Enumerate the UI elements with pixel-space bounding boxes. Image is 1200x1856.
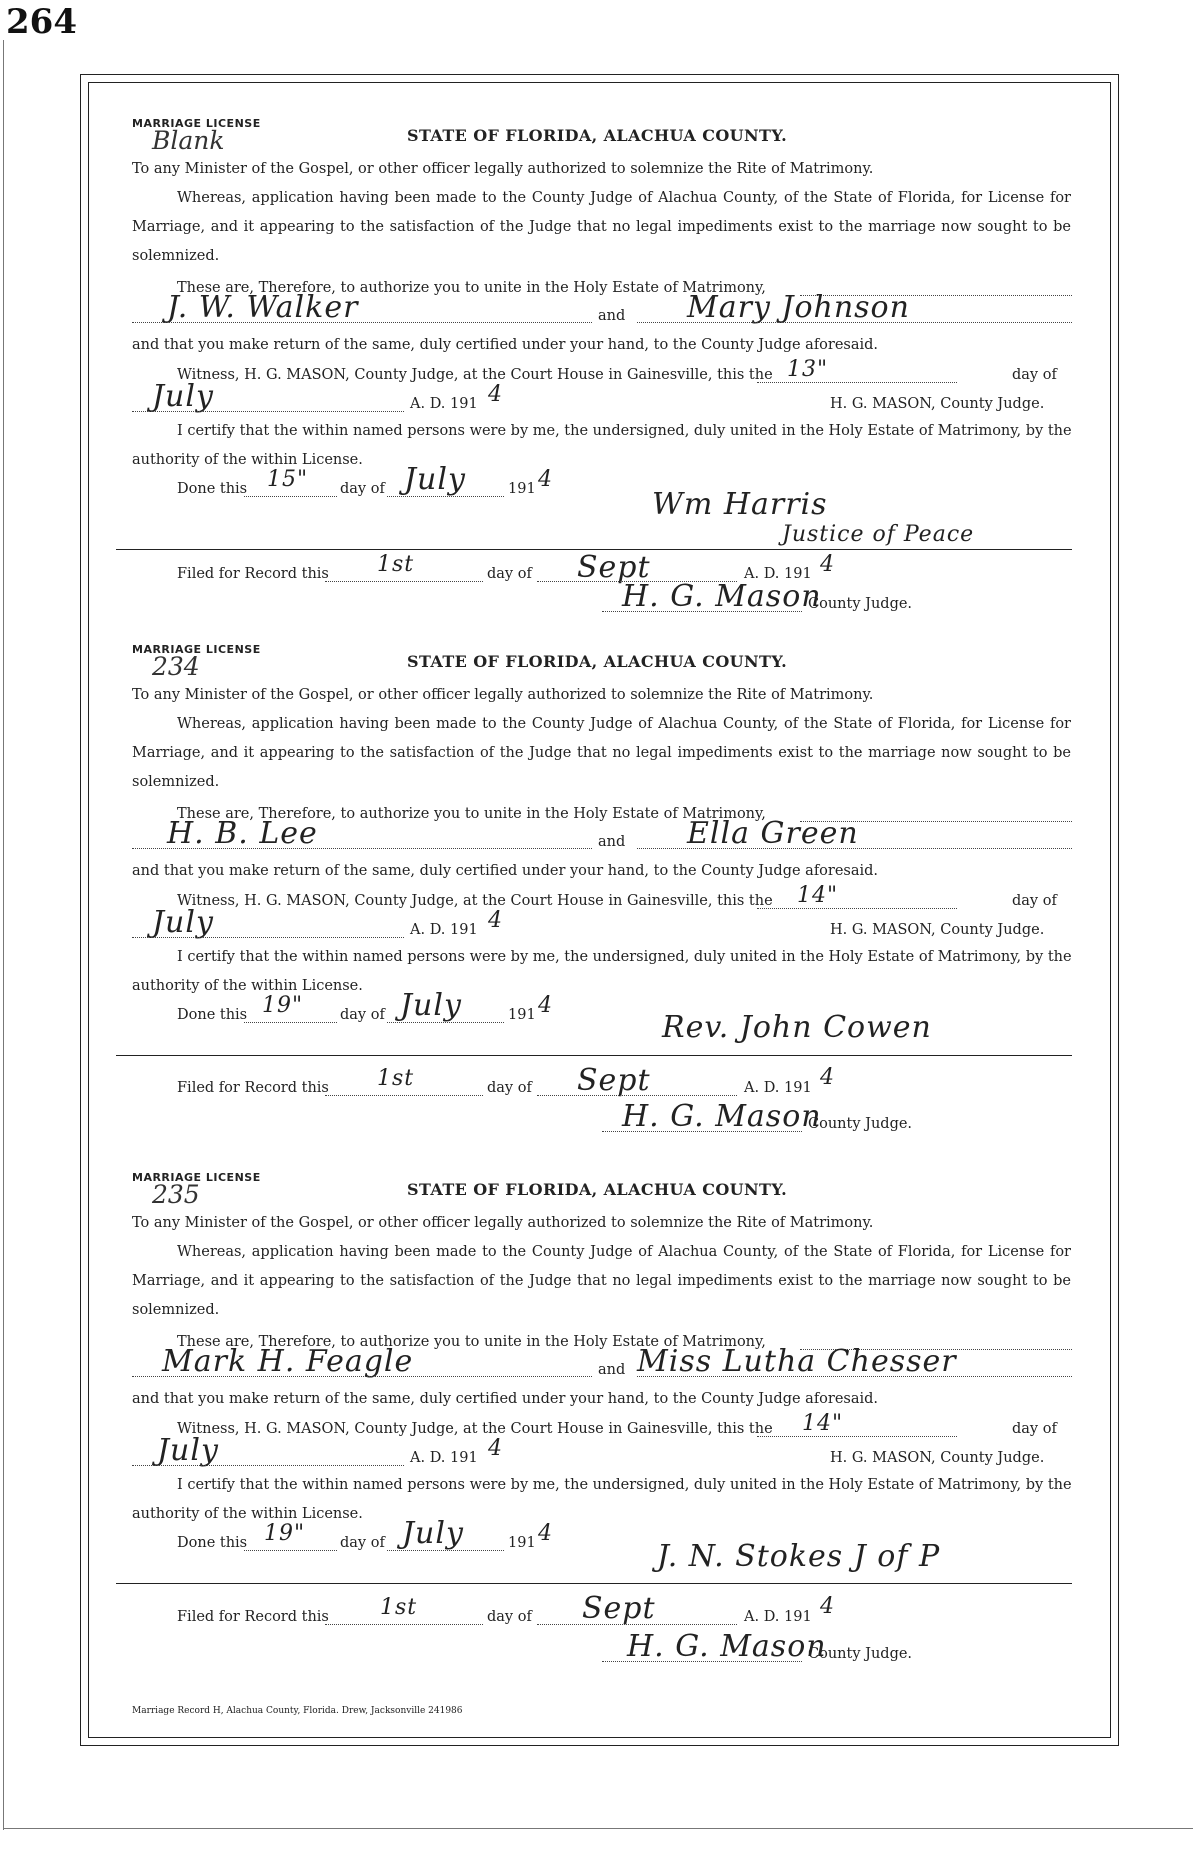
- ad-label: A. D. 191: [744, 1080, 812, 1096]
- license-number: Blank: [152, 126, 225, 155]
- done-month-dots: [387, 496, 504, 497]
- ad-label: A. D. 191: [410, 396, 478, 412]
- witness-day-dots: [757, 382, 957, 383]
- day-of-label: day of: [1012, 893, 1057, 909]
- certify-line-1: I certify that the within named persons were by me, the undersigned, duly united in the Holy Estate of Matrimony, by the: [177, 423, 1072, 439]
- judge-signature: H. G. Mason: [622, 1099, 822, 1134]
- judge-label: H. G. MASON, County Judge.: [830, 1450, 1045, 1466]
- officiant-signature: J. N. Stokes J of P: [657, 1539, 941, 1574]
- record-footer: Marriage Record H, Alachua County, Florida. Drew, Jacksonville 241986: [132, 1706, 463, 1716]
- officiant-title: Justice of Peace: [782, 522, 975, 547]
- whereas-line-3: solemnized.: [132, 1302, 220, 1318]
- day-of-label: day of: [487, 1609, 532, 1625]
- judge-label: H. G. MASON, County Judge.: [830, 922, 1045, 938]
- filed-year: 4: [820, 1594, 835, 1619]
- authorize-line: These are, Therefore, to authorize you to unite in the Holy Estate of Matrimony,: [177, 1334, 766, 1350]
- state-county-heading: STATE OF FLORIDA, ALACHUA COUNTY.: [407, 126, 788, 145]
- signature-rule: [116, 1583, 1072, 1584]
- whereas-line-1: Whereas, application having been made to the County Judge of Alachua County, of the State of Florida, for License for: [177, 190, 1071, 206]
- ad-label: A. D. 191: [410, 922, 478, 938]
- minister-line: To any Minister of the Gospel, or other officer legally authorized to solemnize the Rite of Matrimony.: [132, 687, 874, 703]
- ad-label: A. D. 191: [744, 566, 812, 582]
- certify-line-2: authority of the within License.: [132, 1506, 363, 1522]
- bride-name: Miss Lutha Chesser: [637, 1344, 957, 1379]
- ad-label: A. D. 191: [744, 1609, 812, 1625]
- whereas-line-2: Marriage, and it appearing to the satisfaction of the Judge that no legal impediments exist to the marriage now sought to be: [132, 745, 1071, 761]
- whereas-line-1: Whereas, application having been made to the County Judge of Alachua County, of the State of Florida, for License for: [177, 716, 1071, 732]
- done-year: 4: [538, 993, 553, 1018]
- done-this-label: Done this: [177, 1007, 248, 1023]
- filed-label: Filed for Record this: [177, 1609, 329, 1625]
- groom-dots: [132, 1376, 592, 1377]
- page-margin-line: [3, 40, 4, 1830]
- whereas-line-1: Whereas, application having been made to the County Judge of Alachua County, of the State of Florida, for License for: [177, 1244, 1071, 1260]
- done-day-dots: [244, 1550, 337, 1551]
- groom-name: H. B. Lee: [167, 816, 318, 851]
- license-entry: [132, 117, 1072, 617]
- done-day-dots: [244, 1022, 337, 1023]
- done-day: 15": [267, 467, 309, 492]
- page-number: 264: [6, 2, 77, 42]
- done-this-label: Done this: [177, 481, 248, 497]
- witness-line: Witness, H. G. MASON, County Judge, at the Court House in Gainesville, this the: [177, 893, 773, 909]
- filed-month-dots: [537, 1624, 737, 1625]
- done-month-dots: [387, 1550, 504, 1551]
- witness-line: Witness, H. G. MASON, County Judge, at the Court House in Gainesville, this the: [177, 367, 773, 383]
- done-day: 19": [262, 993, 304, 1018]
- judge-signature-dots: [602, 1131, 802, 1132]
- day-of-label: day of: [340, 1007, 385, 1023]
- witness-month: July: [152, 379, 214, 414]
- whereas-line-3: solemnized.: [132, 774, 220, 790]
- return-line: and that you make return of the same, duly certified under your hand, to the County Judge aforesaid.: [132, 1391, 879, 1407]
- judge-label: H. G. MASON, County Judge.: [830, 396, 1045, 412]
- marriage-license-label: MARRIAGE LICENSE: [132, 117, 261, 130]
- state-county-heading: STATE OF FLORIDA, ALACHUA COUNTY.: [407, 652, 788, 671]
- ad-label: A. D. 191: [410, 1450, 478, 1466]
- filed-day-dots: [325, 1624, 483, 1625]
- filed-year: 4: [820, 1065, 835, 1090]
- day-of-label: day of: [1012, 1421, 1057, 1437]
- page-bottom-line: [3, 1828, 1193, 1829]
- judge-signature-dots: [602, 611, 802, 612]
- minister-line: To any Minister of the Gospel, or other officer legally authorized to solemnize the Rite of Matrimony.: [132, 161, 874, 177]
- whereas-line-3: solemnized.: [132, 248, 220, 264]
- minister-line: To any Minister of the Gospel, or other officer legally authorized to solemnize the Rite of Matrimony.: [132, 1215, 874, 1231]
- bride-name: Mary Johnson: [687, 290, 910, 325]
- witness-year: 4: [488, 1436, 503, 1461]
- done-day: 19": [264, 1521, 306, 1546]
- groom-name: Mark H. Feagle: [162, 1344, 414, 1379]
- certify-line-2: authority of the within License.: [132, 452, 363, 468]
- filed-day: 1st: [377, 552, 415, 577]
- year-label: 191: [508, 1007, 536, 1023]
- certify-line-1: I certify that the within named persons were by me, the undersigned, duly united in the Holy Estate of Matrimony, by the: [177, 949, 1072, 965]
- witness-day: 14": [802, 1411, 844, 1436]
- bride-dots: [637, 848, 1072, 849]
- license-number: 235: [152, 1180, 200, 1209]
- groom-dots: [132, 848, 592, 849]
- witness-year: 4: [488, 382, 503, 407]
- witness-day: 13": [787, 357, 829, 382]
- witness-month-dots: [132, 411, 404, 412]
- done-month: July: [402, 1516, 464, 1551]
- filed-day: 1st: [377, 1066, 415, 1091]
- day-of-label: day of: [1012, 367, 1057, 383]
- filed-day: 1st: [380, 1595, 418, 1620]
- done-this-label: Done this: [177, 1535, 248, 1551]
- done-month-dots: [387, 1022, 504, 1023]
- witness-day-dots: [757, 908, 957, 909]
- bride-dots: [637, 322, 1072, 323]
- year-label: 191: [508, 481, 536, 497]
- witness-month-dots: [132, 1465, 404, 1466]
- filed-month-dots: [537, 1095, 737, 1096]
- officiant-signature: Rev. John Cowen: [662, 1010, 932, 1045]
- day-of-label: day of: [487, 1080, 532, 1096]
- whereas-line-2: Marriage, and it appearing to the satisfaction of the Judge that no legal impediments exist to the marriage now sought to be: [132, 219, 1071, 235]
- witness-line: Witness, H. G. MASON, County Judge, at the Court House in Gainesville, this the: [177, 1421, 773, 1437]
- judge-signature: H. G. Mason: [627, 1629, 827, 1664]
- done-month: July: [400, 988, 462, 1023]
- bride-name: Ella Green: [687, 816, 859, 851]
- filed-month: Sept: [577, 550, 651, 585]
- certify-line-2: authority of the within License.: [132, 978, 363, 994]
- filed-day-dots: [325, 1095, 483, 1096]
- license-entry: [132, 643, 1072, 1143]
- marriage-license-label: MARRIAGE LICENSE: [132, 643, 261, 656]
- license-entry: [132, 1171, 1072, 1671]
- county-judge-label: County Judge.: [808, 1646, 913, 1662]
- done-year: 4: [538, 467, 553, 492]
- witness-day: 14": [797, 883, 839, 908]
- day-of-label: day of: [340, 481, 385, 497]
- bride-dots: [637, 1376, 1072, 1377]
- state-county-heading: STATE OF FLORIDA, ALACHUA COUNTY.: [407, 1180, 788, 1199]
- filed-month: Sept: [582, 1591, 656, 1626]
- officiant-signature: Wm Harris: [652, 487, 828, 522]
- authorize-line: These are, Therefore, to authorize you to unite in the Holy Estate of Matrimony,: [177, 280, 766, 296]
- signature-rule: [116, 1055, 1072, 1056]
- county-judge-label: County Judge.: [808, 1116, 913, 1132]
- witness-month: July: [157, 1433, 219, 1468]
- and-label: and: [598, 834, 626, 850]
- whereas-line-2: Marriage, and it appearing to the satisfaction of the Judge that no legal impediments exist to the marriage now sought to be: [132, 1273, 1071, 1289]
- groom-name: J. W. Walker: [167, 290, 359, 325]
- filed-day-dots: [325, 581, 483, 582]
- witness-day-dots: [757, 1436, 957, 1437]
- authorize-line: These are, Therefore, to authorize you to unite in the Holy Estate of Matrimony,: [177, 806, 766, 822]
- day-of-label: day of: [340, 1535, 385, 1551]
- filed-month: Sept: [577, 1063, 651, 1098]
- filed-label: Filed for Record this: [177, 1080, 329, 1096]
- judge-signature: H. G. Mason: [622, 579, 822, 614]
- done-month: July: [404, 462, 466, 497]
- certify-line-1: I certify that the within named persons were by me, the undersigned, duly united in the Holy Estate of Matrimony, by the: [177, 1477, 1072, 1493]
- county-judge-label: County Judge.: [808, 596, 913, 612]
- groom-dots: [132, 322, 592, 323]
- filed-year: 4: [820, 552, 835, 577]
- license-number: 234: [152, 652, 200, 681]
- judge-signature-dots: [602, 1661, 802, 1662]
- marriage-license-label: MARRIAGE LICENSE: [132, 1171, 261, 1184]
- and-label: and: [598, 1362, 626, 1378]
- filed-label: Filed for Record this: [177, 566, 329, 582]
- and-label: and: [598, 308, 626, 324]
- witness-year: 4: [488, 908, 503, 933]
- return-line: and that you make return of the same, duly certified under your hand, to the County Judge aforesaid.: [132, 337, 879, 353]
- done-year: 4: [538, 1521, 553, 1546]
- witness-month-dots: [132, 937, 404, 938]
- done-day-dots: [244, 496, 337, 497]
- witness-month: July: [152, 905, 214, 940]
- day-of-label: day of: [487, 566, 532, 582]
- year-label: 191: [508, 1535, 536, 1551]
- return-line: and that you make return of the same, duly certified under your hand, to the County Judge aforesaid.: [132, 863, 879, 879]
